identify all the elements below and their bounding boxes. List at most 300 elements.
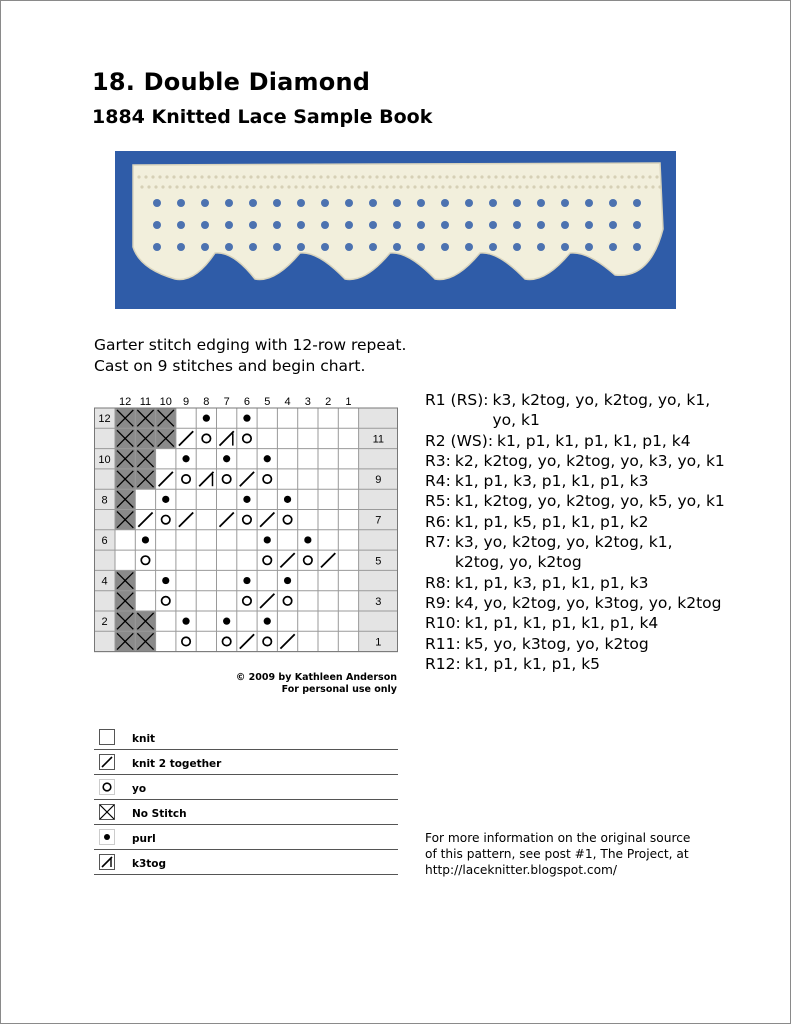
garter-texture [375, 175, 378, 178]
lace-eyelet [297, 199, 305, 207]
row-label: R1 (RS): [425, 391, 489, 409]
instruction-row [425, 593, 725, 613]
no-stitch-icon [99, 804, 115, 820]
garter-texture [287, 185, 290, 188]
intro-line: Cast on 9 stitches and begin chart. [94, 357, 366, 375]
garter-texture [574, 185, 577, 188]
garter-texture [378, 185, 381, 188]
garter-texture [193, 175, 196, 178]
instruction-row [425, 431, 725, 451]
garter-texture [235, 175, 238, 178]
lace-eyelet [393, 199, 401, 207]
garter-texture [364, 185, 367, 188]
lace-eyelet [177, 221, 185, 229]
garter-texture [263, 175, 266, 178]
garter-texture [175, 185, 178, 188]
garter-texture [399, 185, 402, 188]
lace-eyelet [585, 243, 593, 251]
garter-texture [581, 185, 584, 188]
garter-texture [455, 185, 458, 188]
purl-icon [223, 618, 230, 625]
garter-texture [245, 185, 248, 188]
legend-label: knit 2 together [132, 758, 222, 770]
lace-eyelet [537, 221, 545, 229]
lace-eyelet [369, 199, 377, 207]
lace-eyelet [537, 243, 545, 251]
garter-texture [312, 175, 315, 178]
garter-texture [634, 175, 637, 178]
garter-texture [483, 185, 486, 188]
garter-texture [518, 185, 521, 188]
garter-texture [648, 175, 651, 178]
garter-texture [210, 185, 213, 188]
garter-texture [200, 175, 203, 178]
garter-texture [438, 175, 441, 178]
column-number: 4 [284, 396, 291, 408]
garter-texture [588, 185, 591, 188]
copyright-line: For personal use only [281, 684, 397, 695]
legend-row-yo [94, 775, 398, 800]
row-text: k2, k2tog, yo, k2tog, yo, k3, yo, k1 [454, 451, 725, 470]
garter-texture [343, 185, 346, 188]
lace-eyelet [273, 243, 281, 251]
garter-texture [452, 175, 455, 178]
row-number: 9 [375, 474, 382, 487]
garter-texture [627, 175, 630, 178]
garter-texture [165, 175, 168, 178]
garter-texture [434, 185, 437, 188]
purl-icon [243, 577, 250, 584]
garter-texture [623, 185, 626, 188]
purl-icon [264, 536, 271, 543]
garter-texture [494, 175, 497, 178]
garter-texture [151, 175, 154, 178]
copyright-line: © 2009 by Kathleen Anderson [235, 672, 397, 683]
garter-texture [515, 175, 518, 178]
lace-eyelet [249, 199, 257, 207]
lace-eyelet [609, 243, 617, 251]
garter-texture [658, 185, 661, 188]
instruction-row [425, 532, 725, 573]
column-number: 2 [325, 396, 332, 408]
garter-texture [564, 175, 567, 178]
garter-texture [529, 175, 532, 178]
purl-icon [182, 455, 189, 462]
garter-texture [396, 175, 399, 178]
garter-texture [557, 175, 560, 178]
garter-texture [501, 175, 504, 178]
column-number: 12 [119, 396, 132, 408]
garter-texture [228, 175, 231, 178]
row-label: R5: [425, 492, 451, 511]
garter-texture [462, 185, 465, 188]
garter-texture [392, 185, 395, 188]
garter-texture [168, 185, 171, 188]
source-note-line: of this pattern, see post #1, The Project, at [425, 847, 689, 861]
lace-eyelet [249, 243, 257, 251]
garter-texture [606, 175, 609, 178]
garter-texture [417, 175, 420, 178]
garter-texture [410, 175, 413, 178]
lace-eyelet [609, 221, 617, 229]
garter-texture [469, 185, 472, 188]
garter-texture [560, 185, 563, 188]
knitting-chart [94, 394, 398, 672]
instruction-row [425, 390, 725, 431]
garter-texture [655, 175, 658, 178]
row-number: 2 [101, 616, 108, 629]
garter-texture [476, 185, 479, 188]
row-label: R10: [425, 614, 461, 633]
source-note [425, 830, 690, 878]
lace-eyelet [561, 221, 569, 229]
instruction-row [425, 613, 725, 633]
purl-icon [223, 455, 230, 462]
garter-texture [389, 175, 392, 178]
lace-eyelet [489, 243, 497, 251]
garter-texture [431, 175, 434, 178]
purl-icon [243, 415, 250, 422]
garter-texture [182, 185, 185, 188]
garter-texture [350, 185, 353, 188]
garter-texture [336, 185, 339, 188]
garter-texture [543, 175, 546, 178]
lace-eyelet [273, 199, 281, 207]
lace-eyelet [201, 221, 209, 229]
garter-texture [525, 185, 528, 188]
lace-eyelet [153, 243, 161, 251]
garter-texture [161, 185, 164, 188]
garter-texture [238, 185, 241, 188]
lace-eyelet [489, 199, 497, 207]
instruction-row [425, 634, 725, 654]
garter-texture [273, 185, 276, 188]
lace-eyelet [465, 199, 473, 207]
instruction-row [425, 512, 725, 532]
purl-icon [304, 536, 311, 543]
row-text: k1, p1, k1, p1, k1, p1, k4 [464, 614, 659, 633]
column-number: 10 [159, 396, 172, 408]
garter-texture [613, 175, 616, 178]
garter-texture [189, 185, 192, 188]
row-number: 7 [375, 514, 382, 527]
garter-texture [259, 185, 262, 188]
garter-texture [144, 175, 147, 178]
yo-icon [99, 779, 115, 795]
garter-texture [203, 185, 206, 188]
garter-texture [406, 185, 409, 188]
lace-eyelet [345, 199, 353, 207]
garter-texture [252, 185, 255, 188]
row-label: R8: [425, 573, 451, 592]
lace-eyelet [513, 199, 521, 207]
lace-eyelet [345, 243, 353, 251]
garter-texture [403, 175, 406, 178]
purl-icon [243, 496, 250, 503]
garter-texture [420, 185, 423, 188]
garter-texture [497, 185, 500, 188]
row-label: R11: [425, 634, 461, 653]
purl-icon [284, 577, 291, 584]
garter-texture [487, 175, 490, 178]
lace-eyelet [369, 243, 377, 251]
purl-icon [264, 618, 271, 625]
column-number: 8 [203, 396, 210, 408]
lace-eyelet [225, 199, 233, 207]
garter-texture [620, 175, 623, 178]
row-text: k5, yo, k3tog, yo, k2tog [464, 634, 649, 653]
garter-texture [308, 185, 311, 188]
column-number: 5 [264, 396, 271, 408]
lace-eyelet [585, 199, 593, 207]
row-number: 12 [98, 413, 111, 426]
lace-eyelet [177, 243, 185, 251]
garter-texture [179, 175, 182, 178]
garter-texture [651, 185, 654, 188]
lace-eyelet [153, 199, 161, 207]
row-number: 6 [101, 534, 108, 547]
garter-texture [158, 175, 161, 178]
lace-eyelet [273, 221, 281, 229]
lace-eyelet [201, 243, 209, 251]
lace-eyelet [417, 243, 425, 251]
column-number: 11 [139, 396, 152, 408]
page-subtitle: 1884 Knitted Lace Sample Book [92, 106, 433, 128]
garter-texture [231, 185, 234, 188]
garter-texture [147, 185, 150, 188]
row-text: k1, p1, k1, p1, k1, p1, k4 [497, 431, 691, 450]
lace-eyelet [609, 199, 617, 207]
lace-eyelet [345, 221, 353, 229]
lace-eyelet [225, 243, 233, 251]
garter-texture [361, 175, 364, 178]
garter-texture [340, 175, 343, 178]
lace-eyelet [633, 221, 641, 229]
lace-eyelet [393, 243, 401, 251]
instruction-row [425, 491, 725, 511]
garter-texture [382, 175, 385, 178]
garter-texture [508, 175, 511, 178]
instruction-row [425, 654, 725, 674]
lace-eyelet [369, 221, 377, 229]
garter-texture [445, 175, 448, 178]
garter-texture [637, 185, 640, 188]
garter-texture [319, 175, 322, 178]
garter-texture [522, 175, 525, 178]
knit-icon [99, 729, 115, 745]
garter-texture [214, 175, 217, 178]
row-number: 5 [375, 555, 382, 568]
garter-texture [186, 175, 189, 178]
lace-eyelet [441, 199, 449, 207]
legend-row-no-stitch [94, 800, 398, 825]
lace-eyelet [321, 199, 329, 207]
lace-eyelet [441, 221, 449, 229]
lace-eyelet [297, 221, 305, 229]
legend-label: purl [132, 833, 156, 845]
column-number: 1 [345, 396, 352, 408]
garter-texture [473, 175, 476, 178]
row-instructions [425, 390, 725, 674]
garter-texture [571, 175, 574, 178]
garter-texture [532, 185, 535, 188]
row-number: 1 [375, 636, 382, 649]
purl-icon [264, 455, 271, 462]
garter-texture [459, 175, 462, 178]
row-label: R3: [425, 451, 451, 470]
instruction-row [425, 573, 725, 593]
symbol-legend [94, 725, 398, 875]
garter-texture [480, 175, 483, 178]
garter-texture [284, 175, 287, 178]
lace-eyelet [489, 221, 497, 229]
row-label: R4: [425, 472, 451, 491]
garter-texture [305, 175, 308, 178]
legend-label: No Stitch [132, 808, 187, 820]
garter-texture [137, 175, 140, 178]
garter-texture [448, 185, 451, 188]
row-label: R2 (WS): [425, 431, 494, 450]
column-number: 3 [304, 396, 311, 408]
k3tog-icon [99, 854, 115, 870]
garter-texture [609, 185, 612, 188]
purl-icon [162, 496, 169, 503]
garter-texture [427, 185, 430, 188]
purl-icon [203, 415, 210, 422]
garter-texture [490, 185, 493, 188]
garter-texture [298, 175, 301, 178]
garter-texture [242, 175, 245, 178]
garter-texture [270, 175, 273, 178]
instruction-row [425, 451, 725, 471]
garter-texture [630, 185, 633, 188]
lace-eyelet [225, 221, 233, 229]
garter-texture [256, 175, 259, 178]
garter-texture [616, 185, 619, 188]
garter-texture [368, 175, 371, 178]
source-note-line: For more information on the original source [425, 831, 691, 845]
legend-label: yo [132, 783, 147, 795]
row-text: k4, yo, k2tog, yo, k3tog, yo, k2tog [454, 593, 722, 612]
row-text: k1, p1, k5, p1, k1, p1, k2 [454, 512, 649, 531]
purl-icon [284, 496, 291, 503]
knit-2-together-icon [99, 754, 115, 770]
lace-eyelet [465, 221, 473, 229]
lace-eyelet [201, 199, 209, 207]
row-number: 4 [101, 575, 108, 588]
lace-eyelet [321, 243, 329, 251]
garter-texture [207, 175, 210, 178]
lace-eyelet [537, 199, 545, 207]
lace-eyelet [561, 243, 569, 251]
lace-eyelet [633, 199, 641, 207]
garter-texture [221, 175, 224, 178]
lace-eyelet [177, 199, 185, 207]
garter-texture [291, 175, 294, 178]
garter-texture [154, 185, 157, 188]
garter-texture [354, 175, 357, 178]
column-number: 7 [223, 396, 230, 408]
garter-texture [140, 185, 143, 188]
row-label: R9: [425, 593, 451, 612]
purl-icon [182, 618, 189, 625]
row-text: k1, p1, k3, p1, k1, p1, k3 [454, 573, 649, 592]
garter-texture [224, 185, 227, 188]
garter-texture [546, 185, 549, 188]
garter-texture [196, 185, 199, 188]
garter-texture [536, 175, 539, 178]
garter-texture [249, 175, 252, 178]
garter-texture [294, 185, 297, 188]
row-text: k3, yo, k2tog, yo, k2tog, k1, k2tog, yo, k2tog [454, 533, 673, 572]
garter-texture [641, 175, 644, 178]
garter-texture [595, 185, 598, 188]
row-number: 3 [375, 595, 382, 608]
garter-texture [301, 185, 304, 188]
garter-texture [602, 185, 605, 188]
garter-texture [550, 175, 553, 178]
row-number: 11 [372, 433, 385, 446]
garter-texture [371, 185, 374, 188]
garter-texture [585, 175, 588, 178]
garter-texture [277, 175, 280, 178]
garter-texture [172, 175, 175, 178]
lace-eyelet [513, 243, 521, 251]
column-number: 9 [182, 396, 190, 408]
legend-label: k3tog [132, 858, 167, 870]
garter-texture [567, 185, 570, 188]
lace-eyelet [321, 221, 329, 229]
lace-eyelet [153, 221, 161, 229]
lace-eyelet [297, 243, 305, 251]
garter-texture [357, 185, 360, 188]
purl-icon [99, 829, 115, 845]
lace-eyelet [633, 243, 641, 251]
purl-icon [142, 536, 149, 543]
garter-texture [644, 185, 647, 188]
purl-icon [162, 577, 169, 584]
copyright-notice [200, 672, 397, 696]
lace-eyelet [561, 199, 569, 207]
lace-eyelet [513, 221, 521, 229]
garter-texture [266, 185, 269, 188]
garter-texture [217, 185, 220, 188]
intro-line: Garter stitch edging with 12-row repeat. [94, 336, 407, 354]
legend-row-k3tog [94, 850, 398, 875]
garter-texture [504, 185, 507, 188]
lace-eyelet [417, 221, 425, 229]
instruction-row [425, 471, 725, 491]
pattern-intro [94, 335, 406, 377]
garter-texture [333, 175, 336, 178]
row-text: k1, p1, k1, p1, k5 [464, 654, 601, 673]
source-url: http://laceknitter.blogspot.com/ [425, 863, 618, 877]
row-label: R6: [425, 512, 451, 531]
garter-texture [329, 185, 332, 188]
lace-sample-photo [115, 151, 676, 309]
row-label: R12: [425, 654, 461, 673]
legend-row-purl [94, 825, 398, 850]
garter-texture [385, 185, 388, 188]
garter-texture [424, 175, 427, 178]
garter-texture [592, 175, 595, 178]
garter-texture [511, 185, 514, 188]
garter-texture [441, 185, 444, 188]
legend-row-knit-2-together [94, 750, 398, 775]
garter-texture [322, 185, 325, 188]
row-text: k3, k2tog, yo, k2tog, yo, k1, yo, k1 [492, 391, 711, 430]
row-label: R7: [425, 533, 451, 552]
